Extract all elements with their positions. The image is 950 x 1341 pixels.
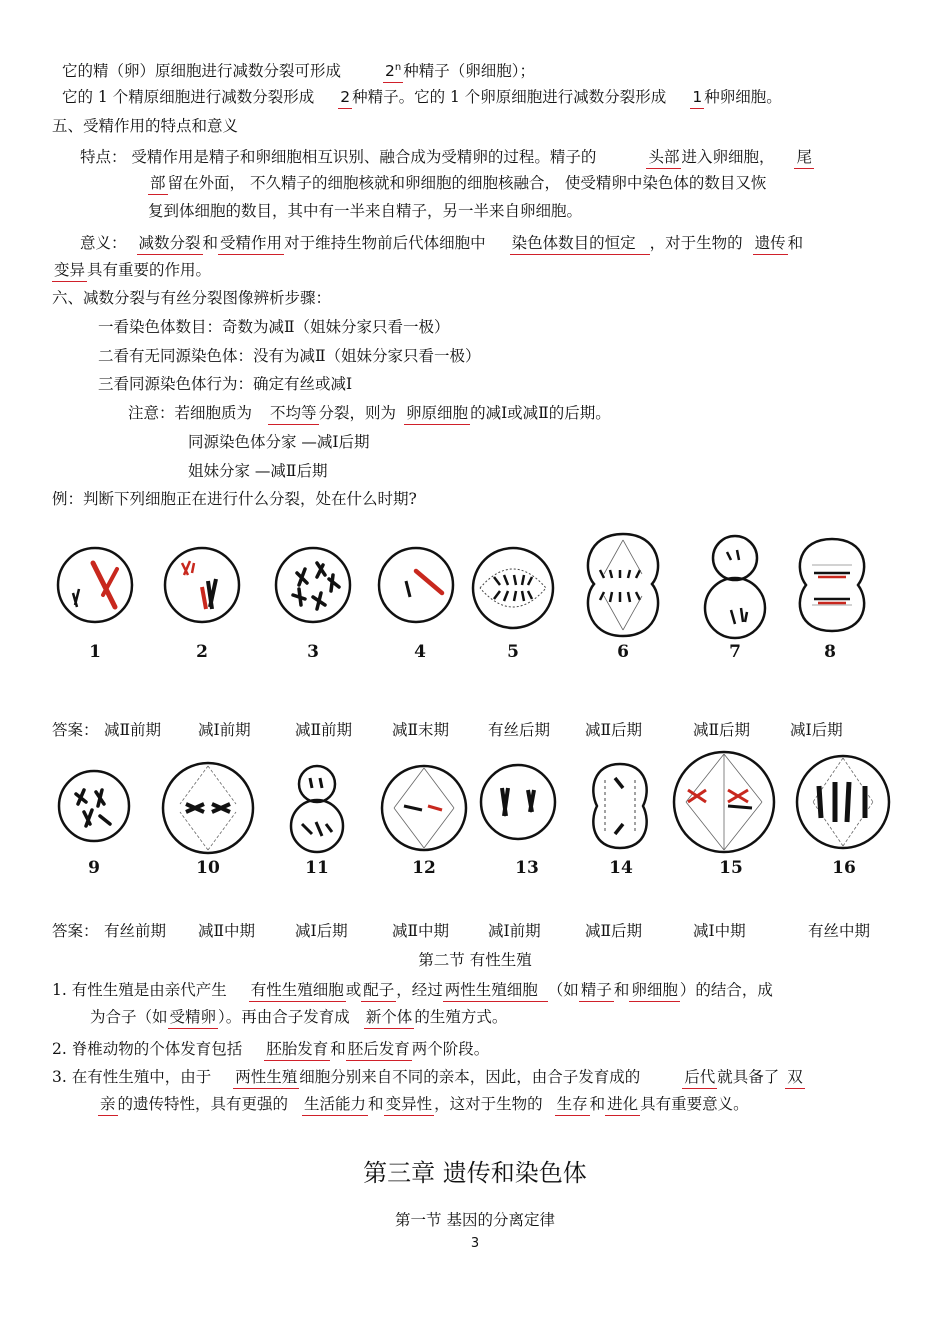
blank-answer: 变异 (52, 259, 87, 282)
step-2: 二看有无同源染色体：没有为减Ⅱ（姐妹分家只看一极） (98, 347, 481, 365)
cell-figure-6 (580, 530, 666, 640)
text-fragment: 种精子（卵细胞）； (403, 62, 535, 81)
blank-answer: 受精作用 (218, 232, 284, 255)
item-2 (52, 1038, 489, 1061)
text-fragment: 它的 1 个精原细胞进行减数分裂形成 (62, 88, 315, 106)
answers-label: 答案： (52, 922, 99, 940)
text-fragment: 具有重要意义。 (640, 1095, 749, 1113)
text-fragment: 的减Ⅰ或减Ⅱ的后期。 (470, 404, 611, 422)
cell-figure-7 (695, 530, 775, 640)
note-line-1 (128, 402, 611, 425)
text-fragment: 进入卵细胞， (681, 148, 775, 166)
blank-answer: 减数分裂 (137, 232, 203, 255)
text-fragment: 两个阶段。 (411, 1040, 490, 1058)
answer-item: 减Ⅱ后期 (693, 721, 751, 739)
text-line-2 (62, 86, 782, 109)
text-fragment: ，经过 (396, 981, 443, 999)
step-1: 一看染色体数目：奇数为减Ⅱ（姐妹分家只看一极） (98, 318, 450, 336)
text-fragment: 的遗传特性，具有更强的 (117, 1095, 289, 1113)
blank-answer: 新个体 (364, 1006, 415, 1029)
significance-line-2 (52, 259, 211, 282)
figure-number: 5 (507, 642, 519, 662)
item-1-line-1 (52, 979, 773, 1002)
blank-answer: 亲 (98, 1093, 118, 1116)
chapter-section-title: 第一节 基因的分离定律 (395, 1211, 555, 1229)
blank-answer: 2$^n$ (383, 57, 403, 83)
text-fragment: 和 (787, 234, 804, 252)
feature-line-3: 复到体细胞的数目，其中有一半来自精子，另一半来自卵细胞。 (148, 202, 583, 220)
note-line-2: 同源染色体分家 —减Ⅰ后期 (188, 433, 370, 451)
answer-item: 有丝前期 (104, 922, 167, 940)
item-1-line-2 (90, 1006, 507, 1029)
text-fragment: 和 (330, 1040, 346, 1058)
answer-item: 减Ⅰ后期 (295, 922, 348, 940)
cell-figure-10 (160, 760, 256, 856)
answer-item: 减Ⅱ后期 (585, 721, 643, 739)
figure-number: 14 (609, 858, 633, 878)
answer-item: 减Ⅱ前期 (295, 721, 353, 739)
blank-answer: 胚胎发育 (264, 1038, 330, 1061)
blank-answer: 遗传 (753, 232, 788, 255)
blank-answer: 胚后发育 (346, 1038, 412, 1061)
heading-five: 五、受精作用的特点和意义 (52, 117, 239, 135)
text-fragment: 注意：若细胞质为 (128, 404, 253, 422)
text-fragment: 3. 在有性生殖中，由于 (52, 1068, 212, 1086)
text-fragment: 就具备了 (717, 1068, 780, 1086)
heading-six: 六、减数分裂与有丝分裂图像辨析步骤： (52, 289, 332, 307)
answer-item: 减Ⅱ中期 (198, 922, 256, 940)
figure-number: 8 (824, 642, 836, 662)
blank-answer: 染色体数目的恒定 (510, 232, 650, 255)
text-fragment: ，对于生物的 (649, 234, 743, 252)
answer-item: 减Ⅱ后期 (585, 922, 643, 940)
answer-item: 减Ⅱ中期 (392, 922, 450, 940)
blank-answer: 卵细胞 (629, 979, 680, 1002)
blank-answer: 有性生殖细胞 (249, 979, 346, 1002)
figure-number: 16 (832, 858, 856, 878)
blank-answer: 不均等 (268, 402, 319, 425)
section-title: 第二节 有性生殖 (418, 951, 532, 969)
cell-figure-15 (672, 748, 776, 856)
cell-figure-16 (795, 752, 891, 852)
cell-figure-12 (380, 760, 468, 856)
figure-number: 6 (617, 642, 629, 662)
significance-line-1 (80, 232, 803, 255)
answer-item: 有丝后期 (488, 721, 551, 739)
cell-figure-5 (470, 545, 556, 631)
blank-answer: 部 (148, 172, 168, 195)
text-fragment: 分裂，则为 (318, 404, 397, 422)
answer-item: 减Ⅰ前期 (198, 721, 251, 739)
figure-number: 13 (515, 858, 539, 878)
cell-figure-9 (56, 768, 132, 844)
blank-answer: 两性生殖细胞 (443, 979, 548, 1002)
page-number: 3 (470, 1236, 480, 1251)
figure-number: 9 (88, 858, 100, 878)
text-fragment: 1. 有性生殖是由亲代产生 (52, 981, 227, 999)
text-fragment: 对于维持生物前后代体细胞中 (284, 234, 486, 252)
blank-answer: 生存 (555, 1093, 590, 1116)
text-fragment: 和 (613, 981, 630, 999)
text-line-1 (62, 57, 535, 83)
text-fragment: 具有重要的作用。 (87, 261, 212, 279)
figure-number: 11 (305, 858, 329, 878)
text-fragment: ）的结合，成 (679, 981, 773, 999)
text-fragment: 它的精（卵）原细胞进行减数分裂可形成 (62, 62, 342, 81)
blank-answer: 变异性 (384, 1093, 435, 1116)
step-3: 三看同源染色体行为：确定有丝或减Ⅰ (98, 375, 353, 393)
text-fragment: 种精子。它的 1 个卵原细胞进行减数分裂形成 (352, 88, 667, 106)
answer-item: 有丝中期 (808, 922, 871, 940)
text-fragment: 意义： (80, 234, 127, 252)
text-fragment: ）。再由合子发育成 (218, 1008, 350, 1026)
text-fragment: ，这对于生物的 (434, 1095, 543, 1113)
figure-number: 4 (414, 642, 426, 662)
item-3-line-1 (52, 1066, 805, 1089)
cell-figure-1 (55, 545, 135, 625)
figure-number: 3 (307, 642, 319, 662)
figure-number: 10 (196, 858, 220, 878)
blank-answer: 进化 (605, 1093, 640, 1116)
text-fragment: 留在外面， 不久精子的细胞核就和卵细胞的细胞核融合， 使受精卵中染色体的数目又恢 (167, 174, 767, 192)
figure-number: 7 (729, 642, 741, 662)
text-fragment: 为合子（如 (90, 1008, 168, 1026)
blank-answer: 精子 (579, 979, 614, 1002)
text-fragment: 特点： 受精作用是精子和卵细胞相互识别、融合成为受精卵的过程。精子的 (80, 148, 597, 166)
figure-number: 15 (719, 858, 743, 878)
answer-item: 减Ⅰ前期 (488, 922, 541, 940)
blank-answer: 尾 (794, 146, 814, 169)
answer-item: 减Ⅱ末期 (392, 721, 450, 739)
note-line-3: 姐妹分家 —减Ⅱ后期 (188, 462, 328, 480)
example-prompt: 例：判断下列细胞正在进行什么分裂，处在什么时期? (52, 490, 417, 508)
text-fragment: 和 (368, 1095, 384, 1113)
text-fragment: 和 (202, 234, 219, 252)
item-3-line-2 (98, 1093, 749, 1116)
text-fragment: 细胞分别来自不同的亲本，因此，由合子发育成的 (299, 1068, 641, 1086)
blank-answer: 生活能力 (302, 1093, 368, 1116)
feature-line-2 (148, 172, 766, 195)
blank-answer: 卵原细胞 (404, 402, 470, 425)
answers-label: 答案： (52, 721, 99, 739)
text-fragment: 的生殖方式。 (414, 1008, 508, 1026)
blank-answer: 后代 (682, 1066, 717, 1089)
text-fragment: 和 (589, 1095, 606, 1113)
blank-answer: 双 (785, 1066, 805, 1089)
blank-answer: 受精卵 (168, 1006, 219, 1029)
cell-figure-3 (273, 545, 353, 625)
blank-answer: 配子 (361, 979, 396, 1002)
feature-line-1 (80, 146, 814, 169)
cell-figure-8 (792, 535, 872, 635)
cell-figure-11 (282, 762, 352, 854)
figure-number: 1 (89, 642, 101, 662)
answer-item: 减Ⅱ前期 (104, 721, 162, 739)
chapter-title: 第三章 遗传和染色体 (363, 1159, 587, 1187)
cell-figure-13 (478, 762, 558, 842)
cell-figure-2 (162, 545, 242, 625)
cell-figure-14 (585, 760, 655, 852)
text-fragment: 或 (345, 981, 362, 999)
text-fragment: 2. 脊椎动物的个体发育包括 (52, 1040, 243, 1058)
blank-answer: 2 (338, 86, 352, 109)
answer-item: 减Ⅰ中期 (693, 922, 746, 940)
cell-figure-4 (376, 545, 456, 625)
text-fragment: （如 (547, 981, 579, 999)
blank-answer: 两性生殖 (233, 1066, 299, 1089)
figure-number: 2 (196, 642, 208, 662)
text-fragment: 种卵细胞。 (704, 88, 782, 106)
blank-answer: 1 (690, 86, 704, 109)
figure-number: 12 (412, 858, 436, 878)
blank-answer: 头部 (646, 146, 681, 169)
answer-item: 减Ⅰ后期 (790, 721, 843, 739)
